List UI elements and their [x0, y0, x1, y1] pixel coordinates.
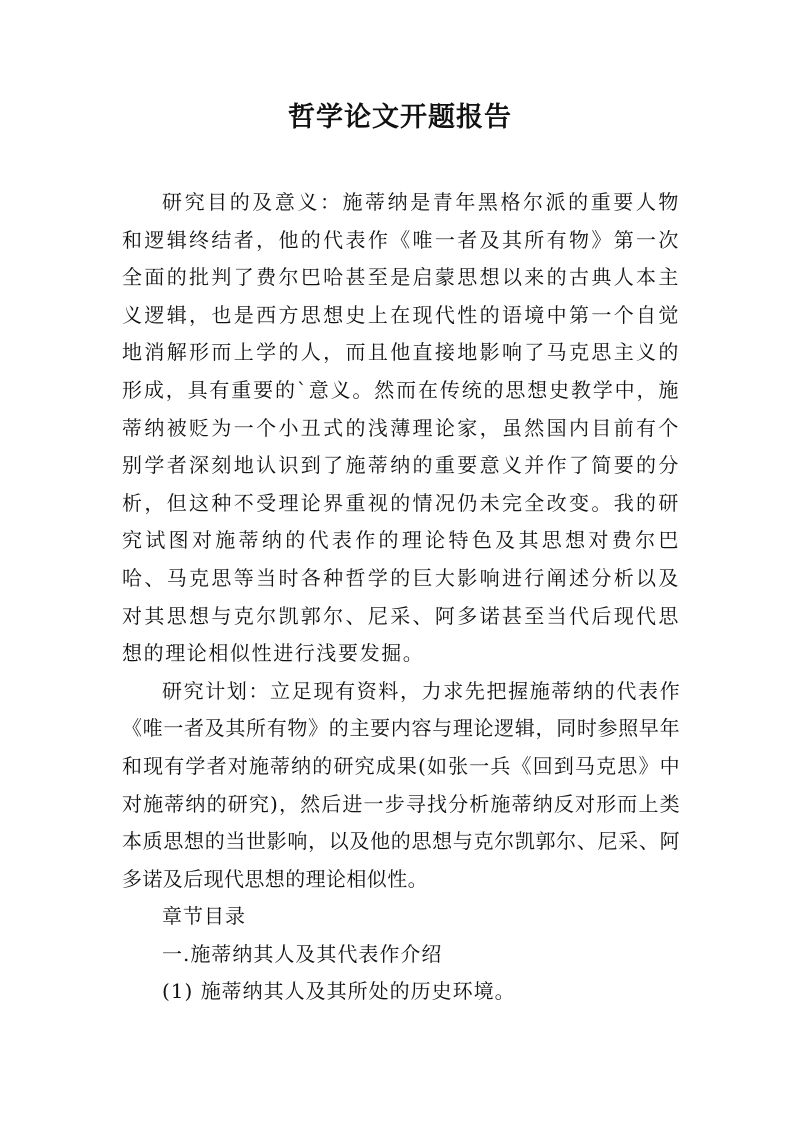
toc-item-section-one: (1) 施蒂纳其人及其所处的历史环境。 [162, 979, 516, 1004]
document-body [122, 184, 680, 1011]
paragraph-research-plan: 研究计划：立足现有资料，力求先把握施蒂纳的代表作《唯一者及其所有物》的主要内容与理论逻辑，同时参照早年和现有学者对施蒂纳的研究成果(如张一兵《回到马克思》中对施蒂纳的研究)，然后进一步寻找分析施蒂纳反对形而上类本质思想的当世影响，以及他的思想与克尔凯郭尔、尼采、阿多诺及后现代思想的理论相似性。 [122, 678, 680, 891]
toc-heading: 章节目录 [162, 904, 246, 929]
paragraph-research-purpose: 研究目的及意义：施蒂纳是青年黑格尔派的重要人物和逻辑终结者，他的代表作《唯一者及其所有物》第一次全面的批判了费尔巴哈甚至是启蒙思想以来的古典人本主义逻辑，也是西方思想史上在现代性的语境中第一个自觉地消解形而上学的人，而且他直接地影响了马克思主义的形成，具有重要的`意义。然而在传统的思想史教学中，施蒂纳被贬为一个小丑式的浅薄理论家，虽然国内目前有个别学者深刻地认识到了施蒂纳的重要意义并作了简要的分析，但这种不受理论界重视的情况仍未完全改变。我的研究试图对施蒂纳的代表作的理论特色及其思想对费尔巴哈、马克思等当时各种哲学的巨大影响进行阐述分析以及对其思想与克尔凯郭尔、尼采、阿多诺甚至当代后现代思想的理论相似性进行浅要发掘。 [122, 190, 680, 666]
toc-item-chapter-one: 一.施蒂纳其人及其代表作介绍 [162, 941, 443, 966]
document-title: 哲学论文开题报告 [288, 102, 512, 133]
